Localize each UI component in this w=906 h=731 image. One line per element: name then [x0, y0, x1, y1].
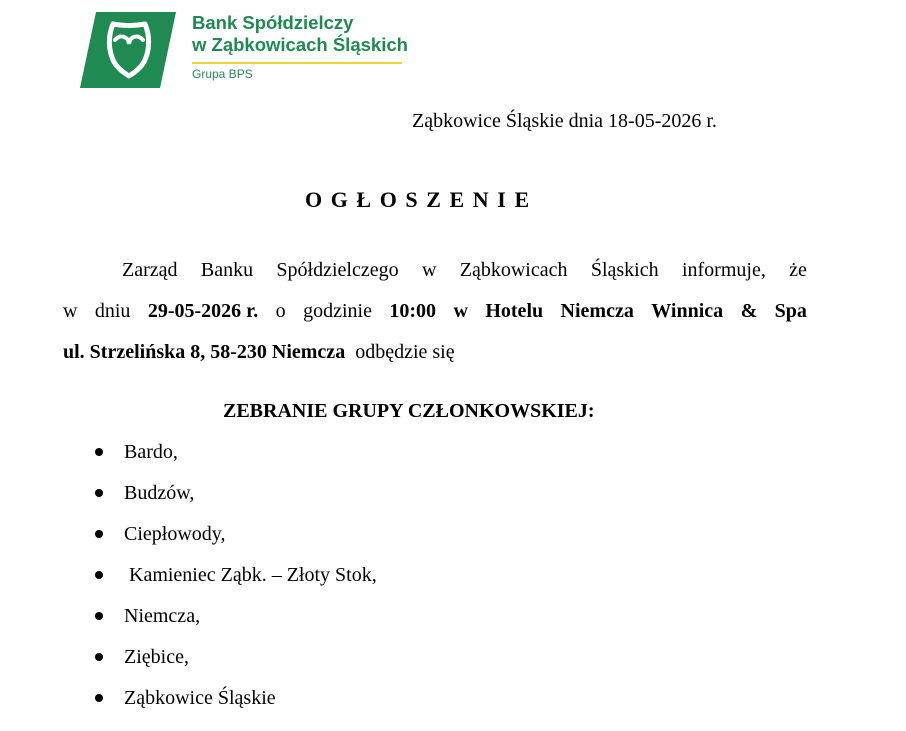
paragraph-line-3-ending: odbędzie się [355, 341, 455, 363]
place-and-date: Ząbkowice Śląskie dnia 18-05-2026 r. [412, 110, 717, 132]
paragraph-word: Śląskich [590, 259, 659, 281]
paragraph-bold-word: 10:00 [389, 300, 437, 322]
paragraph-word: o [275, 300, 286, 322]
paragraph-bold-word: Spa [774, 300, 807, 322]
bullet-icon [95, 694, 103, 702]
location-name: Ząbkowice Śląskie [124, 687, 276, 709]
paragraph-word: informuje, [681, 259, 766, 281]
paragraph-line-3 [63, 338, 807, 366]
bank-name [192, 12, 412, 56]
paragraph-word: że [789, 259, 807, 281]
paragraph-bold-word: & [740, 300, 758, 322]
shield-heart-icon [80, 12, 176, 88]
logo-divider [192, 62, 402, 64]
paragraph-bold-word: Hotelu [485, 300, 544, 322]
announcement-title: OGŁOSZENIE [305, 187, 538, 212]
bullet-icon [95, 571, 103, 579]
bank-group-label: Grupa BPS [192, 67, 253, 81]
bank-name-line-2: w Ząbkowicach Śląskich [192, 34, 408, 55]
paragraph-word: w [63, 300, 78, 322]
paragraph-word: Banku [200, 259, 254, 281]
paragraph-bold-word: Winnica [651, 300, 724, 322]
paragraph-word: w [421, 259, 437, 281]
paragraph-word: godzinie [303, 300, 372, 322]
paragraph-word: Zarząd [122, 259, 178, 281]
paragraph-word: Spółdzielczego [276, 259, 399, 281]
bullet-icon [95, 612, 103, 620]
bank-name-line-1: Bank Spółdzielczy [192, 12, 354, 33]
location-name: Budzów, [124, 482, 195, 504]
paragraph-bold-word: w [453, 300, 468, 322]
bullet-icon [95, 653, 103, 661]
bullet-icon [95, 448, 103, 456]
location-name: Ziębice, [124, 646, 189, 668]
bullet-icon [95, 489, 103, 497]
paragraph-line-1 [122, 256, 807, 284]
location-name: Kamieniec Ząbk. – Złoty Stok, [124, 564, 377, 586]
group-meeting-heading: ZEBRANIE GRUPY CZŁONKOWSKIEJ: [223, 400, 595, 422]
bullet-icon [95, 530, 103, 538]
paragraph-bold-word: 29-05-2026 r. [147, 300, 259, 322]
location-name: Ciepłowody, [124, 523, 226, 545]
bank-logo [80, 12, 410, 92]
location-name: Niemcza, [124, 605, 201, 627]
meeting-address: ul. Strzelińska 8, 58-230 Niemcza [63, 341, 346, 363]
paragraph-bold-word: Niemcza [560, 300, 634, 322]
paragraph-word: Ząbkowicach [459, 259, 568, 281]
location-name: Bardo, [124, 441, 178, 463]
paragraph-word: dniu [94, 300, 131, 322]
paragraph-line-2 [63, 297, 807, 325]
